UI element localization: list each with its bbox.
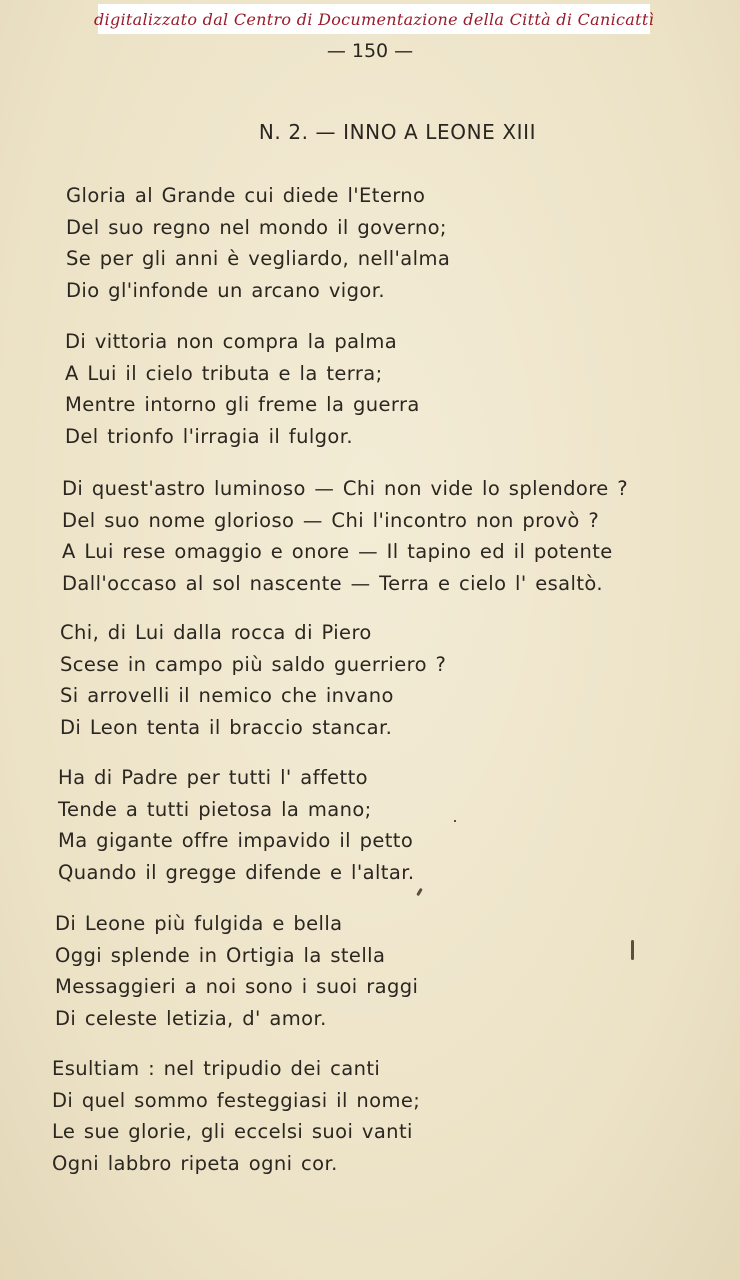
watermark-banner: digitalizzato dal Centro di Documentazione della Città di Canicattì: [98, 4, 650, 34]
poem-title: N. 2. — INNO A LEONE XIII: [258, 120, 537, 144]
verse-line: Ma gigante offre impavido il petto: [58, 829, 414, 852]
verse-line: Di celeste letizia, d' amor.: [55, 1006, 327, 1030]
verse-line: Di Leon tenta il braccio stancar.: [60, 715, 393, 739]
verse-line: Quando il gregge difende e l'altar.: [58, 860, 415, 884]
paper-speck: [454, 820, 456, 822]
stanza-3: [62, 473, 628, 599]
verse-line: A Lui il cielo tributa e la terra;: [65, 361, 383, 385]
verse-line: Del suo nome glorioso — Chi l'incontro non provò ?: [62, 508, 600, 532]
verse-line: Oggi splende in Ortigia la stella: [55, 943, 386, 967]
verse-line: Scese in campo più saldo guerriero ?: [60, 652, 447, 676]
stanza-7: [52, 1053, 420, 1179]
verse-line: Di quel sommo festeggiasi il nome;: [52, 1088, 421, 1112]
paper-speck: [416, 888, 423, 896]
verse-line: Se per gli anni è vegliardo, nell'alma: [66, 247, 451, 270]
stanza-4: [60, 617, 446, 743]
verse-line: Gloria al Grande cui diede l'Eterno: [66, 184, 426, 207]
verse-line: Tende a tutti pietosa la mano;: [58, 797, 372, 821]
stanza-5: [58, 762, 414, 888]
paper-speck: [631, 940, 634, 960]
stanza-6: [55, 908, 418, 1034]
verse-line: Di Leone più fulgida e bella: [55, 912, 343, 935]
page-number: — 150 —: [326, 40, 414, 62]
verse-line: Dall'occaso al sol nascente — Terra e cielo l' esaltò.: [62, 571, 603, 595]
verse-line: Si arrovelli il nemico che invano: [60, 684, 394, 707]
verse-line: Messaggieri a noi sono i suoi raggi: [55, 975, 419, 998]
stanza-1: [66, 180, 450, 306]
verse-line: Del suo regno nel mondo il governo;: [66, 215, 447, 239]
verse-line: Esultiam : nel tripudio dei canti: [52, 1057, 381, 1080]
verse-line: Chi, di Lui dalla rocca di Piero: [60, 621, 372, 644]
verse-line: Ha di Padre per tutti l' affetto: [58, 766, 368, 789]
verse-line: Dio gl'infonde un arcano vigor.: [66, 278, 385, 302]
verse-line: Di vittoria non compra la palma: [65, 330, 398, 353]
stanza-2: [65, 326, 420, 452]
verse-line: Di quest'astro luminoso — Chi non vide lo splendore ?: [62, 477, 628, 500]
verse-line: Le sue glorie, gli eccelsi suoi vanti: [52, 1120, 413, 1143]
verse-line: A Lui rese omaggio e onore — Il tapino ed il potente: [62, 540, 613, 563]
verse-line: Del trionfo l'irragia il fulgor.: [65, 424, 353, 448]
verse-line: Mentre intorno gli freme la guerra: [65, 393, 420, 416]
verse-line: Ogni labbro ripeta ogni cor.: [52, 1151, 338, 1175]
